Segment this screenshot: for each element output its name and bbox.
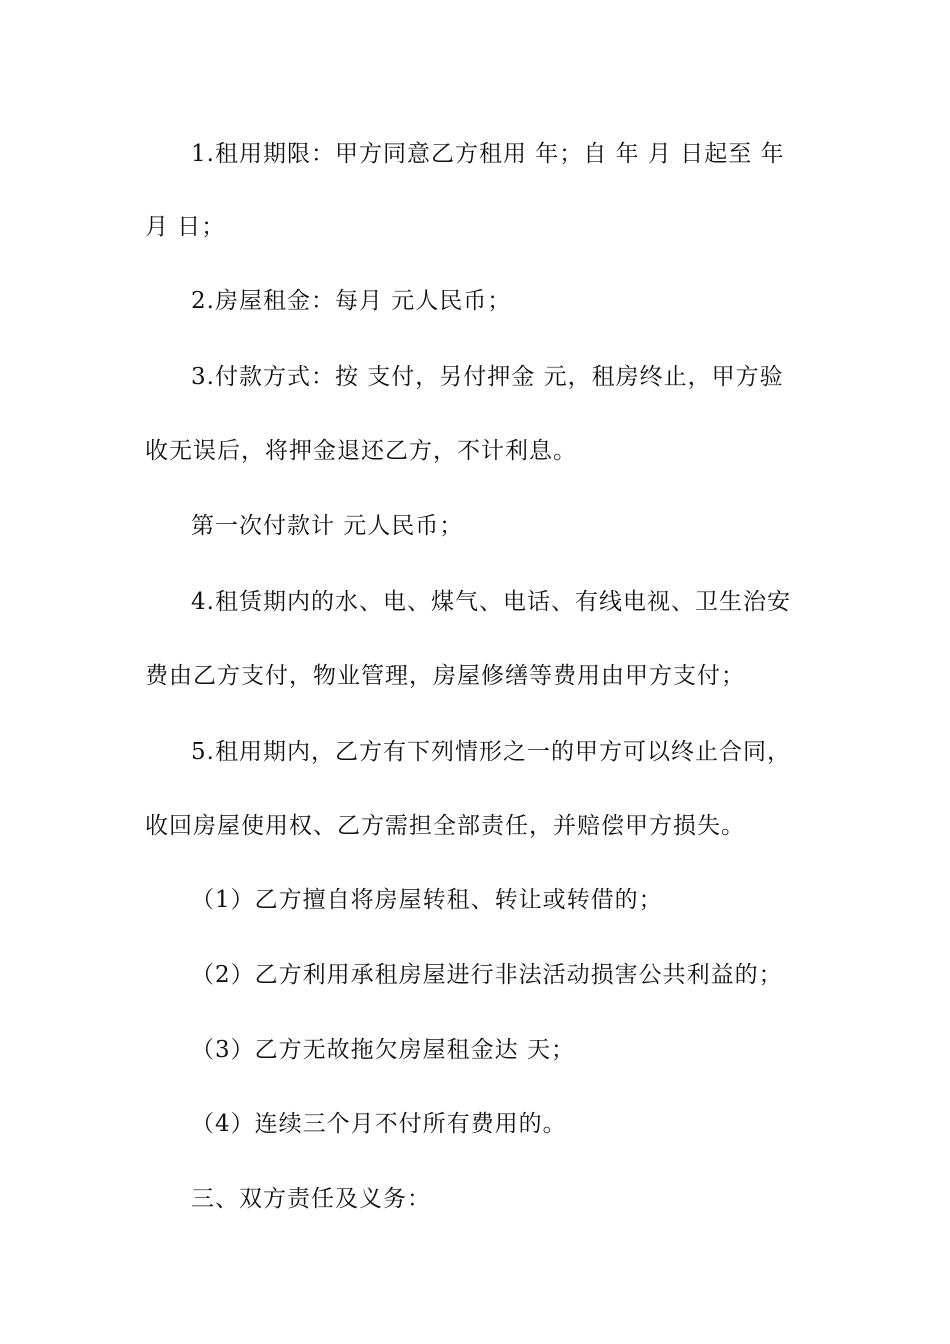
clause-3-line-1: 3.付款方式：按 支付，另付押金 元，租房终止，甲方验: [191, 364, 784, 390]
clause-4-line-2: 费由乙方支付，物业管理，房屋修缮等费用由甲方支付；: [145, 663, 745, 689]
clause-5-line-1: 5.租用期内，乙方有下列情形之一的甲方可以终止合同，: [191, 739, 791, 765]
clause-5-line-2: 收回房屋使用权、乙方需担全部责任，并赔偿甲方损失。: [145, 813, 745, 839]
first-payment: 第一次付款计 元人民币；: [191, 513, 464, 539]
list-item: （4）连续三个月不付所有费用的。: [191, 1111, 567, 1137]
list-item: （1）乙方擅自将房屋转租、转让或转借的；: [191, 887, 663, 913]
section-heading: 三、双方责任及义务：: [191, 1186, 431, 1212]
list-item: （3）乙方无故拖欠房屋租金达 天；: [191, 1037, 575, 1063]
clause-4-line-1: 4.租赁期内的水、电、煤气、电话、有线电视、卫生治安: [191, 589, 791, 615]
clause-2: 2.房屋租金：每月 元人民币；: [191, 288, 512, 314]
clause-3-line-2: 收无误后，将押金退还乙方，不计利息。: [145, 438, 577, 464]
list-item: （2）乙方利用承租房屋进行非法活动损害公共利益的；: [191, 962, 783, 988]
clause-1-line-2: 月 日；: [145, 214, 226, 240]
clause-1-line-1: 1.租用期限：甲方同意乙方租用 年；自 年 月 日起至 年: [191, 141, 785, 167]
